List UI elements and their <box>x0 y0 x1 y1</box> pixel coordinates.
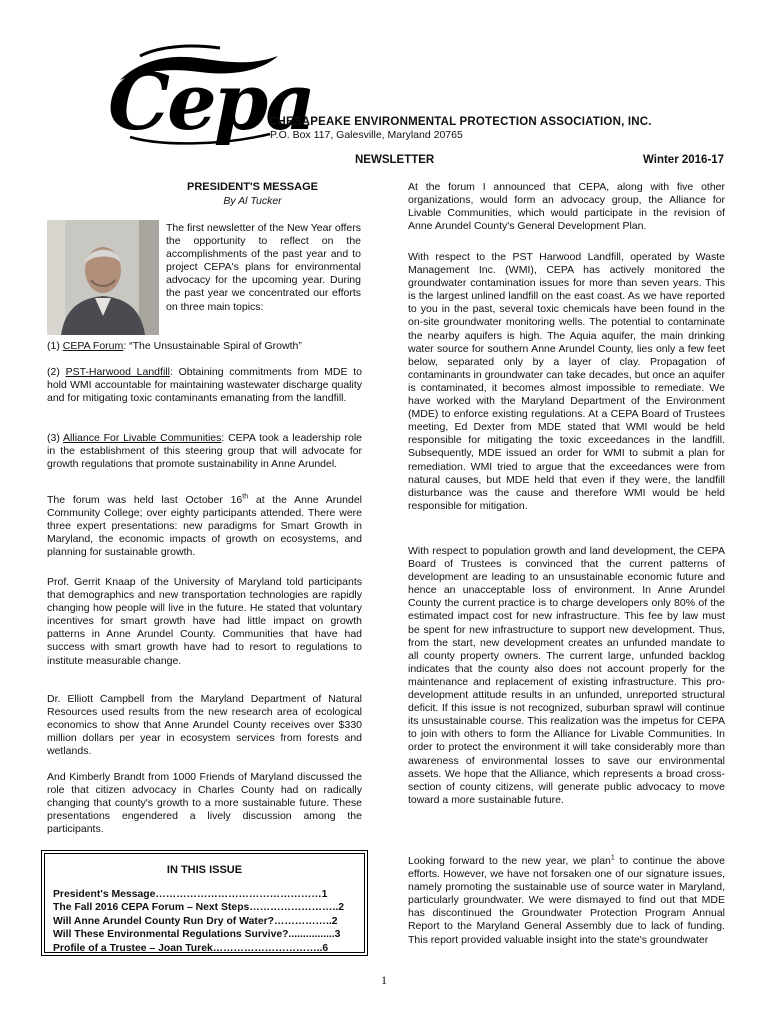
topic-2-text: : Obtaining commitments from MDE to hold WMI accountable for maintaining wastewater discharge quality and for mitigating toxic contaminants emanating from the landfill. <box>47 366 362 405</box>
toc-item[interactable]: Will Anne Arundel County Run Dry of Water?……………..2 <box>53 915 338 927</box>
issue-date: Winter 2016-17 <box>643 154 725 166</box>
topic-2-number: (2) <box>47 366 60 378</box>
campbell-paragraph: Dr. Elliott Campbell from the Maryland Department of Natural Resources used results from the new research area of ecological economics to show that Anne Arundel County receives over $330 million dollars per year in ecosystem services from forests and wetlands. <box>47 693 362 758</box>
topic-1-text: : “The Unsustainable Spiral of Growth” <box>123 340 302 352</box>
toc-item[interactable]: President's Message…………………………………………1 <box>53 889 328 900</box>
intro-paragraph: The first newsletter of the New Year offers the opportunity to reflect on the accomplishments of the past year and to project CEPA's plans for environmental advocacy for the upcoming year. During the past year we concentrated our efforts on three main topics: <box>166 222 361 313</box>
topic-1-number: (1) <box>47 340 60 352</box>
newsletter-label: NEWSLETTER <box>355 154 435 166</box>
logo-wordmark: Cepa <box>108 57 313 148</box>
footnote-marker: 1 <box>610 854 615 862</box>
brandt-paragraph: And Kimberly Brandt from 1000 Friends of Maryland discussed the role that citizen advocacy in Charles County had on radically changing that county's growth to a more sustainable future. These presentations engendered a lively discussion among the participants. <box>47 771 362 836</box>
knaap-paragraph: Prof. Gerrit Knaap of the University of Maryland told participants that demographics and new transportation technologies are rapidly changing how people will live in the future. He stated that voluntary incentives for smart growth have had little impact on growth patterns in Anne Arundel County. Communities that have had success with smart growth have had to resort to regulations to institute measurable change. <box>47 576 362 667</box>
forum-paragraph <box>47 494 362 559</box>
portrait-image <box>47 220 159 335</box>
looking-forward-text-b: to continue the above efforts. However, we have not forsaken one of our signature issues, namely promoting the sustainable use of source water in Maryland, particularly groundwater. We were dismayed to find out that MDE has discontinued the Groundwater Protection Program Annual Report to the Maryland General Assembly due to lack of funding. This report provided valuable insight into the state's groundwater <box>408 855 725 946</box>
in-this-issue-box <box>41 850 368 956</box>
forum-text-a: The forum was held last October 16 <box>47 494 243 506</box>
topic-3-number: (3) <box>47 432 60 444</box>
org-address: P.O. Box 117, Galesville, Maryland 20765 <box>270 129 463 141</box>
org-name: CHESAPEAKE ENVIRONMENTAL PROTECTION ASSOCIATION, INC. <box>269 116 652 128</box>
section-title-presidents-message: PRESIDENT'S MESSAGE <box>187 181 318 193</box>
topic-2-link: PST-Harwood Landfill <box>65 366 170 378</box>
forum-text-b: at the Anne Arundel Community College; over eighty participants attended. There were three expert presentations: new paradigms for Smart Growth in Maryland, the economic impacts of growth on ecosystems, and planning for sustainable growth. <box>47 494 362 559</box>
topic-1-link: CEPA Forum <box>62 340 124 352</box>
cepa-logo <box>100 42 313 152</box>
alliance-paragraph: At the forum I announced that CEPA, along with five other organizations, would form an advocacy group, the Alliance for Livable Communities, which would participate in the revision of Anne Arundel County's General Development Plan. <box>408 181 725 233</box>
looking-forward-paragraph <box>408 855 725 947</box>
landfill-paragraph: With respect to the PST Harwood Landfill, operated by Waste Management Inc. (WMI), CEPA has actively monitored the groundwater contamination issues for more than seven years. This is the largest unlined landfill on the east coast. As we have reported to you in the past, several toxic chemicals have been found in the on-site groundwater monitoring wells. The potential to contaminate the nearby aquifers is high. The Aquia aquifer, the main drinking water source for southern Anne Arundel County, lies only a few feet below, separated only by a layer of clay. Propagation of contaminants in groundwater can take decades, but once an aquifer is contaminated, it becomes almost impossible to remediate. We have worked with the Maryland Department of the Environment (MDE) to enforce existing regulations. At a CEPA Board of Trustees meeting, Ed Dexter from MDE stated that WMI would be held responsible for mitigating the toxic exceedances in the landfill. Subsequently, MDE issued an order for WMI to submit a plan for remediation. WMI tried to argue that the exceedances were from natural causes, but MDE held that even if they were, the landfill disturbance was the cause and therefore WMI would be held responsible for mitigation. <box>408 251 725 512</box>
in-this-issue-inner <box>44 853 365 953</box>
topic-3-link: Alliance For Livable Communities <box>63 432 222 444</box>
topic-2 <box>47 366 362 405</box>
looking-forward-text-a: Looking forward to the new year, we plan <box>408 855 611 867</box>
author-byline: By Al Tucker <box>223 195 282 207</box>
topic-3-text: : CEPA took a leadership role in the establishment of this steering group that will advocate for growth regulations that promote sustainability in Anne Arundel. <box>47 432 362 471</box>
toc-item[interactable]: Will These Environmental Regulations Survive?................3 <box>53 929 341 941</box>
in-this-issue-title: IN THIS ISSUE <box>166 864 243 876</box>
topic-3 <box>47 432 362 471</box>
toc-item[interactable]: The Fall 2016 CEPA Forum – Next Steps……………………..2 <box>53 902 345 914</box>
topic-1 <box>47 340 362 353</box>
page-number: 1 <box>381 973 387 987</box>
forum-superscript: th <box>242 493 249 501</box>
toc-item[interactable]: Profile of a Trustee – Joan Turek…………………………..6 <box>53 942 329 954</box>
growth-paragraph: With respect to population growth and land development, the CEPA Board of Trustees is convinced that the current patterns of development are leading to an unsustainable economic future and hence an unacceptable loss of environment. In Anne Arundel County the current practice is to charge developers only 80% of the estimated impact cost for new infrastructure. This fee by law must be spent for new infrastructure to support new development. Thus, from the start, new development creates an unfunded mandate to all county property owners. The current large, unfunded backlog indicates that the county also does not account properly for the maintenance and replacement of existing infrastructure. This pro-development attitude results in an unfunded, unreported structural deficit. If this issue is not recognized, suburban sprawl will continue its unsustainable course. This realization was the impetus for CEPA to join with others to form the Alliance for Livable Communities. In order to protect the environment it will take considerably more than awareness of environmental losses to save our environmental assets. We hope that the Alliance, which represents a broad cross-section of county citizens, will generate public advocacy to move toward a more sustainable future. <box>408 545 725 806</box>
author-photo <box>47 220 159 335</box>
